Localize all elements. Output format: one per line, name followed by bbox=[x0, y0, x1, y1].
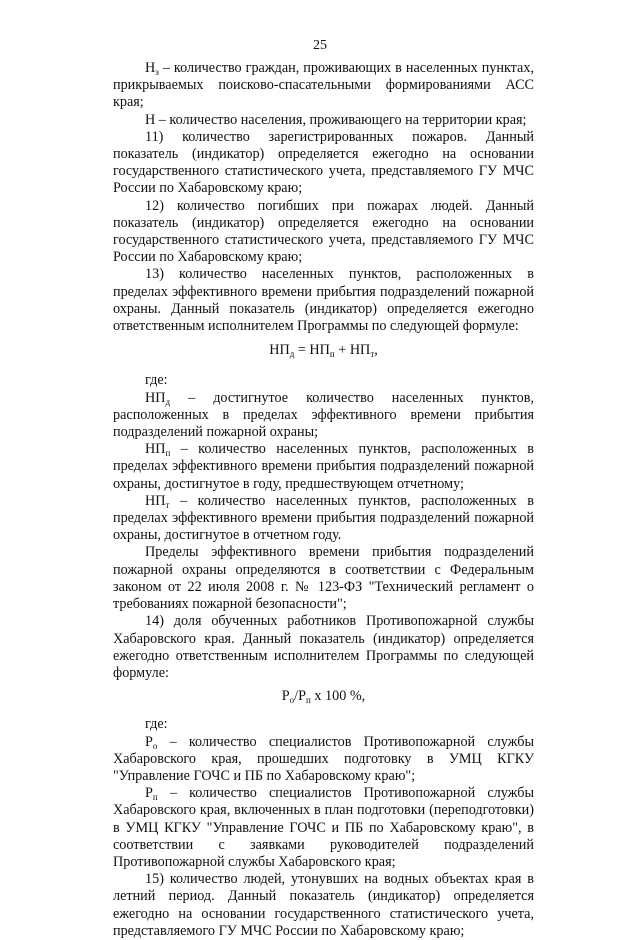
paragraph-rp-definition bbox=[113, 785, 534, 871]
formula-term: , bbox=[374, 342, 378, 359]
definition-text: – количество специалистов Противопожарной службы Хабаровского края, прошедших подготовку в УМЦ КГКУ "Управление ГОЧС и ПБ по Хабаровскому краю"; bbox=[113, 733, 534, 784]
symbol: Н bbox=[145, 60, 156, 76]
formula-term: = НП bbox=[294, 342, 330, 359]
formula-np bbox=[113, 342, 534, 359]
definition-text: – количество населенных пунктов, расположенных в пределах эффективного времени прибытия подразделений пожарной охраны, достигнутое в году, предшествующем отчетному; bbox=[113, 441, 534, 492]
paragraph-item-11: 11) количество зарегистрированных пожаров. Данный показатель (индикатор) определяется ежегодно на основании государственного статистического учета, представляемого ГУ МЧС России по Хабаровскому краю; bbox=[113, 128, 534, 197]
subscript: т bbox=[165, 499, 170, 510]
paragraph-hz-definition bbox=[113, 60, 534, 112]
formula-share bbox=[113, 688, 534, 705]
formula-term: х 100 %, bbox=[310, 688, 366, 705]
definition-text: – количество населенных пунктов, расположенных в пределах эффективного времени прибытия подразделений пожарной охраны, достигнутое в отчетном году. bbox=[113, 492, 534, 544]
symbol: НП bbox=[145, 441, 166, 458]
subscript: т bbox=[370, 349, 375, 360]
subscript: д bbox=[165, 396, 171, 407]
subscript: п bbox=[165, 448, 171, 459]
symbol: НП bbox=[145, 492, 166, 509]
formula-term: Р bbox=[281, 688, 290, 705]
definition-text: – количество специалистов Противопожарной службы Хабаровского края, включенных в план подготовки (переподготовки) в УМЦ КГКУ "Управление ГОЧС и ПБ по Хабаровскому краю", в соответствии с заявками руководителей подразделений Противопожарной службы Хабаровского края; bbox=[113, 785, 534, 870]
where-label: где: bbox=[145, 716, 168, 733]
paragraph-h-definition: Н – количество населения, проживающего на территории края; bbox=[145, 111, 527, 128]
symbol: НП bbox=[145, 389, 166, 406]
definition-text: – количество граждан, проживающих в населенных пунктах, прикрываемых поисково-спасательными формированиями АСС края; bbox=[113, 60, 534, 111]
formula-term: + НП bbox=[334, 342, 371, 359]
where-label: где: bbox=[145, 372, 168, 389]
page-body bbox=[113, 60, 534, 940]
page-number: 25 bbox=[313, 38, 327, 53]
paragraph-npt-definition bbox=[113, 493, 534, 545]
subscript: п bbox=[152, 792, 158, 803]
definition-text: – достигнутое количество населенных пунктов, расположенных в пределах эффективного времени прибытия подразделений пожарной охраны; bbox=[113, 389, 534, 441]
paragraph-item-12: 12) количество погибших при пожарах людей. Данный показатель (индикатор) определяется ежегодно на основании государственного статистического учета, представляемого ГУ МЧС России по Хабаровскому краю; bbox=[113, 197, 534, 266]
paragraph-time-limits: Пределы эффективного времени прибытия подразделений пожарной охраны определяются в соответствии с Федеральным законом от 22 июля 2008 г. № 123-ФЗ "Технический регламент о требованиях пожарной безопасности"; bbox=[113, 544, 534, 613]
subscript: д bbox=[289, 349, 295, 360]
paragraph-ro-definition bbox=[113, 734, 534, 786]
subscript: п bbox=[329, 349, 335, 360]
paragraph-npp-definition bbox=[113, 441, 534, 493]
subscript: о bbox=[152, 740, 158, 751]
symbol: Р bbox=[145, 785, 153, 802]
paragraph-item-13: 13) количество населенных пунктов, расположенных в пределах эффективного времени прибытия подразделений пожарной охраны. Данный показатель (индикатор) определяется ежегодно ответственным исполнителем Программы по следующей формуле: bbox=[113, 266, 534, 335]
subscript: п bbox=[306, 695, 311, 706]
formula-term: НП bbox=[269, 342, 290, 359]
subscript: з bbox=[155, 67, 159, 77]
subscript: о bbox=[289, 695, 295, 706]
paragraph-npd-definition bbox=[113, 390, 534, 442]
symbol: Р bbox=[145, 733, 153, 750]
paragraph-item-14: 14) доля обученных работников Противопожарной службы Хабаровского края. Данный показатель (индикатор) определяется ежегодно ответственным исполнителем Программы по следующей формуле: bbox=[113, 613, 534, 681]
paragraph-item-15: 15) количество людей, утонувших на водных объектах края в летний период. Данный показатель (индикатор) определяется ежегодно на основании государственного статистического учета, представляемого ГУ МЧС России по Хабаровскому краю; bbox=[113, 871, 534, 939]
formula-term: /Р bbox=[294, 688, 306, 705]
